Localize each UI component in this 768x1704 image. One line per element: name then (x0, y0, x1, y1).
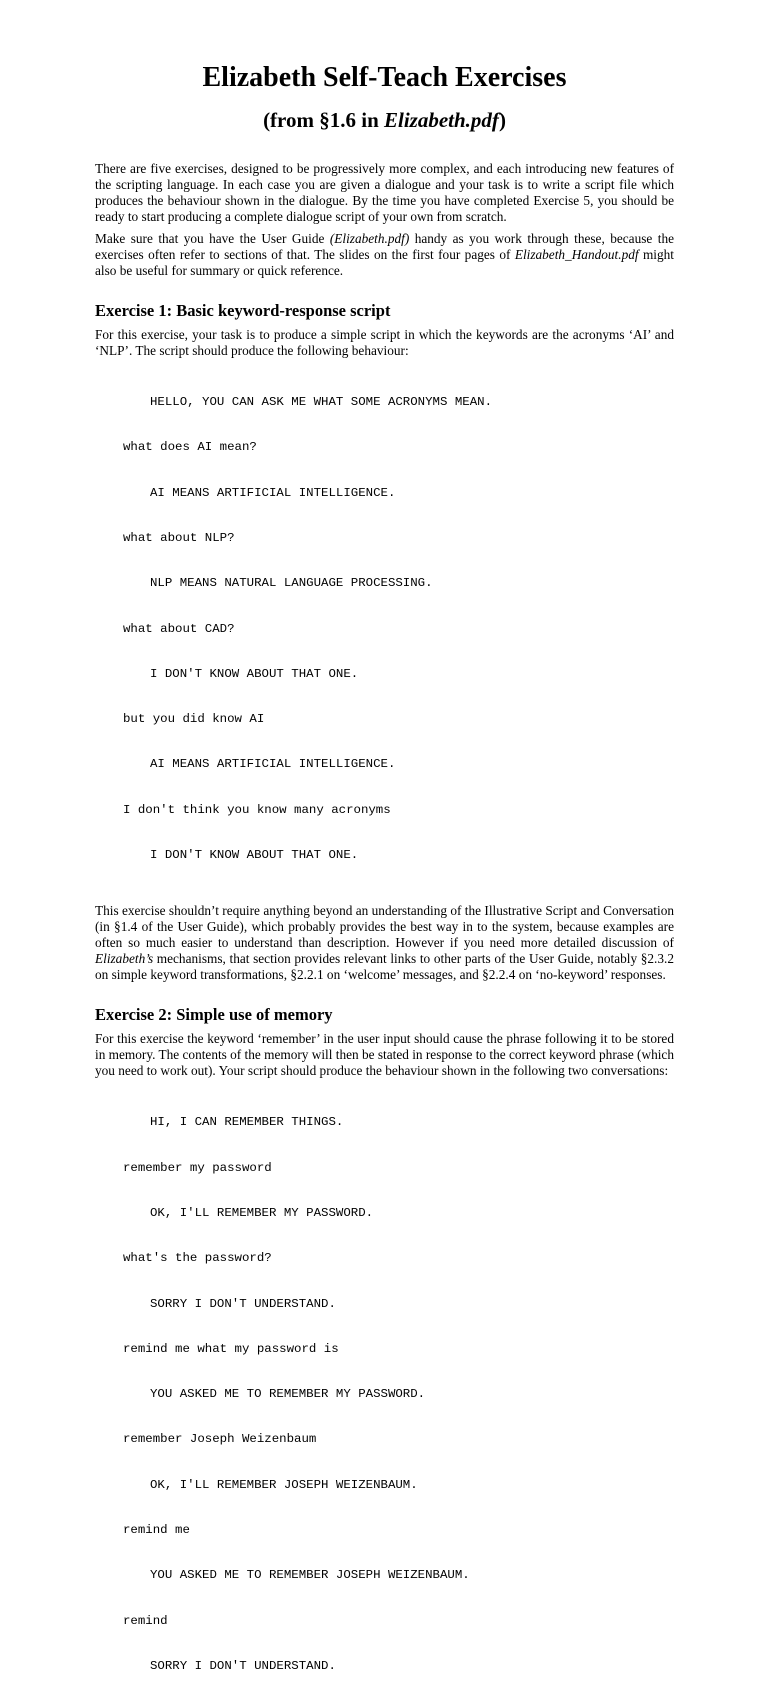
dialogue-line: HELLO, YOU CAN ASK ME WHAT SOME ACRONYMS MEAN. (150, 395, 493, 410)
dialogue-line: but you did know AI (123, 712, 265, 727)
page-title: Elizabeth Self-Teach Exercises (202, 62, 567, 93)
exercise-1-note (95, 903, 674, 983)
exercise-1-note-b: mechanisms, that section provides relevant links to other parts of the User Guide, notably §2.3.2 on simple keyword transformations, §2.2.1 on ‘welcome’ messages, and §2.2.4 on ‘no-keyword’ responses. (95, 951, 674, 983)
dialogue-line: HI, I CAN REMEMBER THINGS. (150, 1115, 344, 1130)
dialogue-line: remember Joseph Weizenbaum (123, 1432, 317, 1447)
dialogue-line: what does AI mean? (123, 440, 257, 455)
intro-paragraph-2 (95, 231, 674, 279)
exercise-2-heading: Exercise 2: Simple use of memory (95, 1005, 333, 1025)
dialogue-line: AI MEANS ARTIFICIAL INTELLIGENCE. (150, 757, 396, 772)
exercise-1-heading: Exercise 1: Basic keyword-response script (95, 301, 391, 320)
dialogue-line: remind me (123, 1523, 190, 1537)
dialogue-line: remind me what my password is (123, 1341, 339, 1356)
exercise-1-note-italic: Elizabeth’s (95, 951, 154, 967)
dialogue-line: NLP MEANS NATURAL LANGUAGE PROCESSING. (150, 576, 433, 591)
dialogue-line: YOU ASKED ME TO REMEMBER MY PASSWORD. (150, 1387, 426, 1402)
intro2-text-b: handy as you work through these, because the exercises often refer to sections of that. The slides on the first four pages of (95, 231, 674, 262)
dialogue-line: OK, I'LL REMEMBER MY PASSWORD. (150, 1206, 374, 1221)
dialogue-line: what about NLP? (123, 531, 235, 546)
exercise-2-intro: For this exercise the keyword ‘remember’ in the user input should cause the phrase following it to be stored in memory. The contents of the memory will then be stated in response to the correct keyword phrase (which you need to work out). Your script should produce the behaviour shown in the following two conversations: (95, 1031, 674, 1079)
dialogue-line: I DON'T KNOW ABOUT THAT ONE. (150, 666, 359, 681)
dialogue-line: AI MEANS ARTIFICIAL INTELLIGENCE. (150, 485, 396, 500)
subtitle-suffix: ) (498, 108, 506, 132)
subtitle-prefix: (from §1.6 in (263, 108, 384, 132)
intro2-user-guide-ref: (Elizabeth.pdf) (329, 231, 410, 246)
intro2-text-a: Make sure that you have the User Guide (95, 231, 330, 246)
subtitle-filename: Elizabeth.pdf (384, 108, 499, 132)
dialogue-line: SORRY I DON'T UNDERSTAND. (150, 1296, 336, 1311)
intro2-text-c: might also be useful for summary or quick reference. (95, 247, 674, 278)
exercise-1-note-a: This exercise shouldn’t require anything beyond an understanding of the Illustrative Script and Conversation (in §1.4 of the User Guide), which probably provides the best way in to the system, because examples are often so much easier to understand than description. However if you need more detailed discussion of (95, 903, 674, 951)
dialogue-line: remember my password (123, 1160, 272, 1175)
exercise-1-dialogue (123, 365, 674, 893)
intro2-handout-ref: Elizabeth_Handout.pdf (514, 247, 639, 262)
dialogue-line: SORRY I DON'T UNDERSTAND. (150, 1658, 336, 1673)
dialogue-line: remind (123, 1613, 168, 1628)
exercise-1-intro: For this exercise, your task is to produce a simple script in which the keywords are the acronyms ‘AI’ and ‘NLP’. The script should produce the following behaviour: (95, 327, 674, 358)
intro-paragraph-1: There are five exercises, designed to be progressively more complex, and each introducing new features of the scripting language. In each case you are given a dialogue and your task is to write a script file which produces the behaviour shown in the dialogue. By the time you have completed Exercise 5, you should be ready to start producing a complete dialogue script of your own from scratch. (95, 161, 674, 224)
dialogue-line: OK, I'LL REMEMBER JOSEPH WEIZENBAUM. (150, 1477, 418, 1492)
dialogue-line: what about CAD? (123, 621, 235, 636)
dialogue-line: I don't think you know many acronyms (123, 802, 391, 817)
dialogue-line: YOU ASKED ME TO REMEMBER JOSEPH WEIZENBAUM. (150, 1568, 470, 1583)
page-subtitle (95, 106, 674, 134)
dialogue-line: I DON'T KNOW ABOUT THAT ONE. (150, 848, 359, 862)
exercise-2-dialogue (123, 1085, 674, 1704)
dialogue-line: what's the password? (123, 1251, 272, 1266)
